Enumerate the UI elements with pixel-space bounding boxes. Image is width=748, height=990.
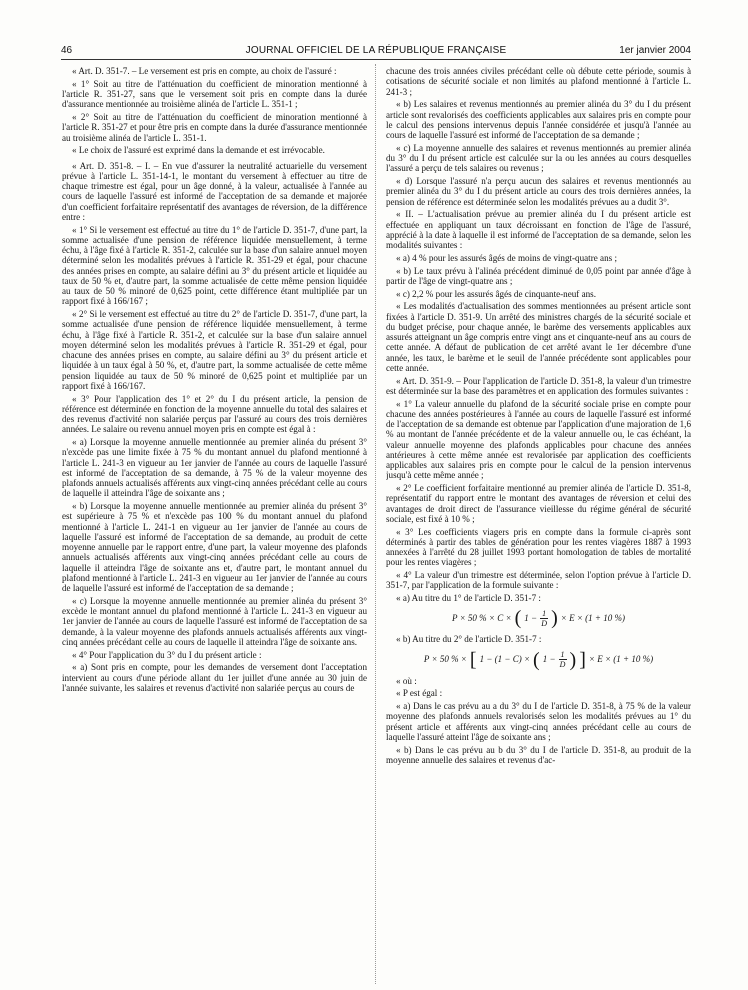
paragraph: « b) Les salaires et revenus mentionnés au premier alinéa du 3° du I du présent article sont revalorisés des coefficients applicables aux salaires pris en compte pour le calcul des pensions intervenus depuis l'année considérée et jusqu'à l'année au cours de laquelle l'assuré est informé de l'acceptation de sa demande ; <box>386 99 691 140</box>
paragraph: « c) 2,2 % pour les assurés âgés de cinquante-neuf ans. <box>396 288 596 299</box>
paragraph: « 1° Si le versement est effectué au titre du 1° de l'article D. 351-7, d'une part, la somme actualisée d'une pension de référence liquidée mensuellement, à terme échu, à l'âge fixé à l'article R. 351-2, calculée sur la base d'un salaire annuel moyen déterminé selon les modalités prévues à l'article R. 351-29 et égal, pour chacune des années prises en compte, au salaire défini au 3° du présent article et liquidée au taux de 50 % et, d'autre part, la somme actualisée de cette même pension liquidée au taux de 50 % minoré de 0,625 point, cette différence étant multipliée par un rapport fixé à 166/167 ; <box>62 224 367 307</box>
issue-date: 1er janvier 2004 <box>619 45 691 56</box>
paragraph: « c) La moyenne annuelle des salaires et revenus mentionnés au premier alinéa du 3° du I du présent article est calculée sur la ou les années au cours desquelles l'assuré a perçu de tels salaires ou revenus ; <box>386 142 691 174</box>
open-bracket: [ <box>469 648 477 671</box>
paragraph: « c) Lorsque la moyenne annuelle mentionnée au premier alinéa du présent 3° excède le montant annuel du plafond mentionné à l'article L. 241-3 en vigueur au 1er janvier de l'année au cours de laquelle l'assuré est informé de l'acceptation de sa demande, à la valeur moyenne des plafonds annuels actualisés afférents aux vingt-cinq années précédant celle au cours de laquelle il atteindra l'âge de soixante ans. <box>62 595 367 647</box>
fraction-numerator: 1 <box>542 608 547 618</box>
formula-b-one: 1 − <box>542 654 556 665</box>
paragraph: « 4° La valeur d'un trimestre est déterminée, selon l'option prévue à l'article D. 351-7, par l'application de la formule suivante : <box>386 570 691 591</box>
open-paren: ( <box>533 648 540 671</box>
close-paren: ) <box>569 648 577 671</box>
close-paren: ) <box>551 607 558 630</box>
paragraph: « 2° Soit au titre de l'atténuation du coefficient de minoration mentionné à l'article R. 351-27 et pour être pris en compte dans la durée d'assurance mentionnée au troisième alinéa de l'article L. 351-1. <box>62 112 367 143</box>
paragraph: « Art. D. 351-8. – I. – En vue d'assurer la neutralité actuarielle du versement prévue à l'article L. 351-14-1, le montant du versement à effectuer au titre de chaque trimestre est égal, pour un âge donné, à la valeur, actualisée à l'année au cours de laquelle l'assuré est informé de l'acceptation de sa demande et majorée d'un coefficient forfaitaire représentatif des avantages de réversion, de la différence entre : <box>62 160 367 222</box>
formula-a-lead: P × 50 % × C × <box>452 613 512 624</box>
fraction-numerator: 1 <box>560 650 565 659</box>
formula-a <box>386 608 691 628</box>
paragraph: « 4° Pour l'application du 3° du I du présent article : <box>72 649 262 660</box>
formula-b-tail: × E × (1 + 10 %) <box>588 654 654 665</box>
paragraph: chacune des trois années civiles précédant celle où débute cette période, soumis à cotisations de sécurité sociale et non limités au plafond mentionné à l'article L. 241-3 ; <box>386 66 691 97</box>
paragraph: « a) Lorsque la moyenne annuelle mentionnée au premier alinéa du présent 3° n'excède pas une limite fixée à 75 % du montant annuel du plafond mentionné à l'article L. 241-3 en vigueur au 1er janvier de l'année au cours de laquelle l'assuré est informé de l'acceptation de sa demande, à 75 % de la valeur moyenne des plafonds annuels actualisés afférents aux vingt-cinq années précédant celle au cours de laquelle il atteindra l'âge de soixante ans ; <box>62 437 367 499</box>
formula-b <box>386 650 691 670</box>
paragraph: « Le choix de l'assuré est exprimé dans la demande et est irrévocable. <box>72 145 325 156</box>
paragraph: « d) Lorsque l'assuré n'a perçu aucun des salaires et revenus mentionnés au premier alinéa du 3° du I du présent article au cours des trois dernières années, la pension de référence est déterminée selon les modalités prévues au a dudit 3°. <box>386 176 691 207</box>
fraction <box>540 609 548 628</box>
paragraph: « P est égal : <box>396 688 443 699</box>
close-bracket: ] <box>579 648 586 671</box>
right-column <box>386 66 691 986</box>
paragraph: « b) Dans le cas prévu au b du 3° du I de l'article D. 351-8, au produit de la moyenne annuelle des salaires et revenus d'ac- <box>386 744 691 765</box>
paragraph: « 2° Si le versement est effectué au titre du 2° de l'article D. 351-7, d'une part, la somme actualisée d'une pension de référence liquidée mensuellement, à terme échu, à l'âge fixé à l'article R. 351-2, et calculée sur la base d'un salaire annuel moyen déterminé selon les modalités prévues à l'article R. 351-29 et égal, pour chacune des années prises en compte, au salaire défini au 3° du présent article et liquidée à un taux égal à 50 %, et, d'autre part, la somme actualisée de cette même pension liquidée au taux de 50 % minoré de 0,625 point et multipliée par un rapport fixé à 166/167. <box>62 309 367 391</box>
paragraph: « 3° Les coefficients viagers pris en compte dans la formule ci-après sont déterminés à partir des tables de génération pour les rentes viagères 1887 à 1993 annexées à l'arrêté du 28 juillet 1993 portant homologation de tables de mortalité pour les rentes viagères ; <box>386 526 691 568</box>
formula-b-lead: P × 50 % × <box>423 654 467 665</box>
paragraph: « 1° Soit au titre de l'atténuation du coefficient de minoration mentionné à l'article R. 351-27, sans que le versement soit pris en compte dans la durée d'assurance mentionnée au troisième alinéa de l'article L. 351-1 ; <box>62 78 367 110</box>
page-header <box>61 44 691 60</box>
fraction-denominator: D <box>541 618 547 628</box>
paragraph: « b) Au titre du 2° de l'article D. 351-7 : <box>396 634 542 645</box>
paragraph: « b) Lorsque la moyenne annuelle mentionnée au premier alinéa du présent 3° est supérieure à 75 % et n'excède pas 100 % du montant annuel du plafond mentionné à l'article L. 241-1 en vigueur au 1er janvier de l'année au cours de laquelle l'assuré est informé de l'acceptation de sa demande, au produit de cette moyenne annuelle par le rapport entre, d'une part, la valeur moyenne des plafonds annuels actualisés afférents aux vingt-cinq années précédant celle au cours de laquelle il atteindra l'âge de soixante ans et, d'autre part, le montant annuel du plafond mentionné à l'article L. 241-3 en vigueur au 1er janvier de l'année au cours de laquelle l'assuré est informé de l'acceptation de sa demande ; <box>62 501 367 593</box>
open-paren: ( <box>514 607 522 630</box>
paragraph: « 3° Pour l'application des 1° et 2° du I du présent article, la pension de référence est déterminée en fonction de la moyenne annuelle du total des salaires et des revenus d'activité non salariée perçus par l'assuré au cours des trois dernières années. Le salaire ou revenu annuel moyen pris en compte est égal à : <box>62 393 367 435</box>
header-rule <box>61 59 691 60</box>
paragraph: « où : <box>396 675 417 686</box>
formula-a-one: 1 − <box>524 613 538 624</box>
formula-a-tail: × E × (1 + 10 %) <box>560 613 625 624</box>
page-number: 46 <box>61 45 73 56</box>
journal-title: JOURNAL OFFICIEL DE LA RÉPUBLIQUE FRANÇAISE <box>245 45 507 56</box>
column-divider <box>375 64 376 984</box>
paragraph: « Art. D. 351-7. – Le versement est pris en compte, au choix de l'assuré : <box>72 66 337 76</box>
paragraph: « II. – L'actualisation prévue au premier alinéa du I du présent article est effectuée en appliquant un taux décroissant en fonction de l'âge de l'assuré, apprécié à la date à laquelle il est informé de l'acceptation de sa demande, selon les modalités suivantes : <box>386 209 691 250</box>
left-column <box>62 66 367 986</box>
paragraph: « 1° La valeur annuelle du plafond de la sécurité sociale prise en compte pour chacune des années postérieures à l'année au cours de laquelle l'assuré est informé de l'acceptation de sa demande est obtenue par l'application d'une majoration de 1,6 % au montant de l'année précédente et de la valeur annuelle ou, le cas échéant, la valeur annuelle moyenne des plafonds applicables pour chacune des années antérieures à cette même année est revalorisée par application des coefficients applicables aux salaires pris en compte pour le calcul de la pension intervenus jusqu'à cette même année ; <box>386 398 691 481</box>
paragraph: « a) Dans le cas prévu au a du 3° du I de l'article D. 351-8, à 75 % de la valeur moyenne des plafonds annuels revalorisés selon les modalités prévues au 1° du présent article et afférents aux vingt-cinq années précédant celle au cours de laquelle l'assuré atteint l'âge de soixante ans ; <box>386 701 691 742</box>
paragraph: « Art. D. 351-9. – Pour l'application de l'article D. 351-8, la valeur d'un trimestre est déterminée sur la base des paramètres et en application des formules suivantes : <box>386 375 691 396</box>
paragraph: « b) Le taux prévu à l'alinéa précédent diminué de 0,05 point par année d'âge à partir de l'âge de vingt-quatre ans ; <box>386 265 691 286</box>
paragraph: « a) Sont pris en compte, pour les demandes de versement dont l'acceptation intervient au cours d'une période allant du 1er juillet d'une année au 30 juin de l'année suivante, les salaires et revenus d'activité non salariée perçus au cours de <box>62 662 367 693</box>
fraction-denominator: D <box>559 660 566 669</box>
paragraph: « Les modalités d'actualisation des sommes mentionnées au présent article sont fixées à l'article D. 351-9. Un arrêté des ministres chargés de la sécurité sociale et du budget précise, pour chaque année, le barème des versements applicables aux assurés atteignant un âge compris entre vingt ans et cinquante-neuf ans au cours de cette année. A défaut de publication de cet arrêté avant le 1er décembre d'une année, les taux, le barème et le seuil de l'année précédente sont applicables pour cette année. <box>386 301 691 373</box>
fraction <box>559 650 567 669</box>
paragraph: « 2° Le coefficient forfaitaire mentionné au premier alinéa de l'article D. 351-8, représentatif du rapport entre le montant des avantages de réversion et celui des avantages de droit direct de l'assurance vieillesse du régime général de sécurité sociale, est fixé à 10 % ; <box>386 483 691 524</box>
paragraph: « a) Au titre du 1° de l'article D. 351-7 : <box>396 593 541 603</box>
paragraph: « a) 4 % pour les assurés âgés de moins de vingt-quatre ans ; <box>396 252 617 263</box>
formula-b-inner: 1 − (1 − C) × <box>479 654 531 665</box>
